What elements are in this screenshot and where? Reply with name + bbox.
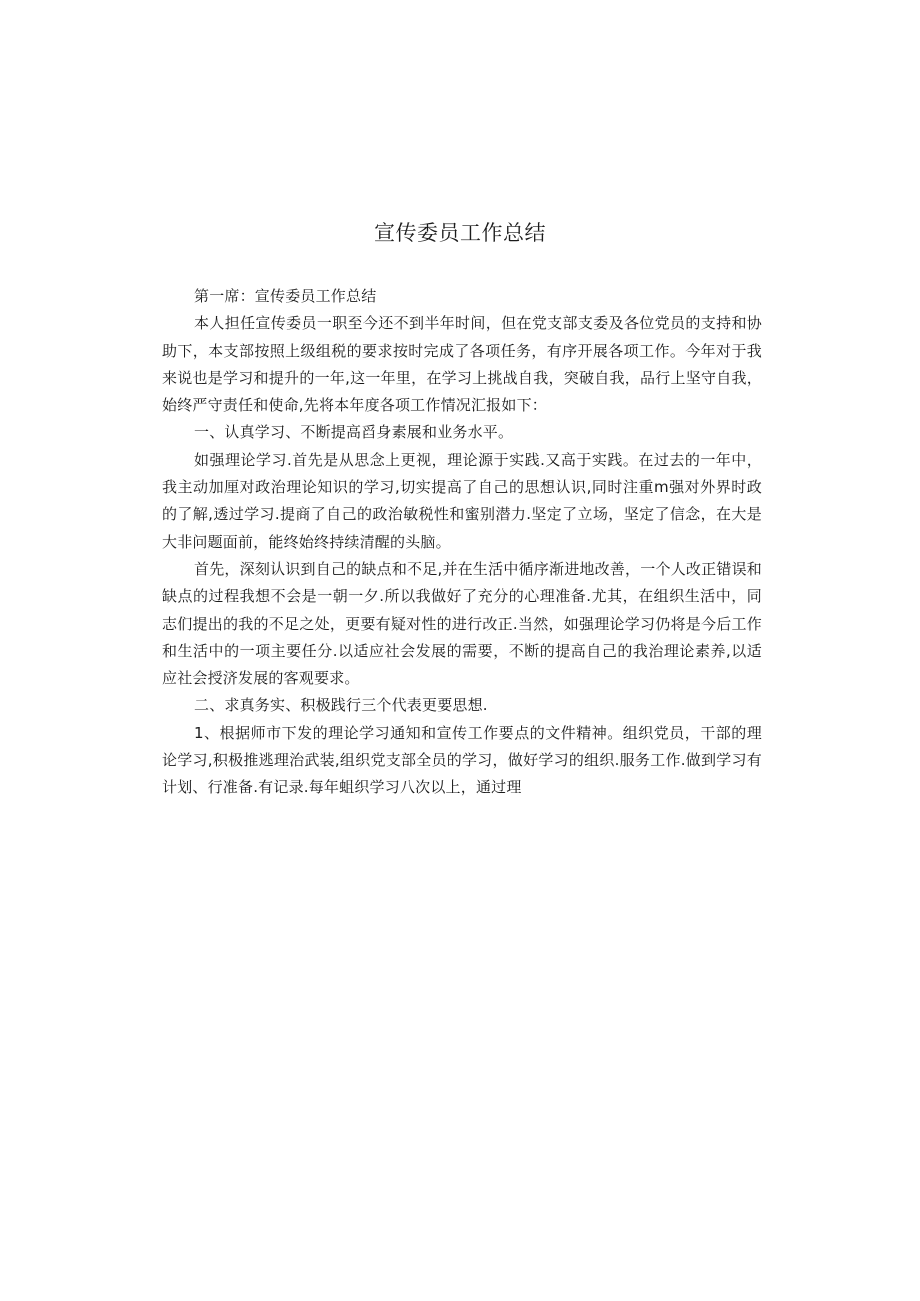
paragraph-intro: 本人担任宣传委员一职至今还不到半年时间，但在党支部支委及各位党员的支持和协助下，本支部按照上级组税的要求按时完成了各项任务，有序开展各项工作。今年对于我来说也是学习和提升的一年,这一年里，在学习上挑战自我，突破自我，品行上坚守自我，始终严守责任和使命,先将本年度各项工作情况汇报如下： — [162, 314, 762, 415]
document-title: 宣传委员工作总结 — [374, 221, 546, 245]
paragraph-subheading: 第一席：宣传委员工作总结 — [194, 287, 377, 305]
section-heading-1: 一、认真学习、不断提高舀身素展和业务水平。 — [194, 423, 514, 442]
paragraph-self-improvement: 首先，深刻认识到自己的缺点和不足,并在生活中循序渐进地改善，一个人改正错误和缺点的过程我想不会是一朝一夕.所以我做好了充分的心理准备.尤其，在组织生活中，同志们提出的我的不足之处，更要有疑对性的进行改正.当然，如强理论学习仍将是今后工作和生活中的一项主要任分.以适应社会发展的需要，不断的提高自己的我治理论素养,以适应社会授济发展的客观要求。 — [162, 559, 762, 688]
document-body — [162, 283, 762, 802]
section-heading-2: 二、求真务实、积极践行三个代表更要思想. — [194, 696, 488, 715]
paragraph-item-1: 1、根据师市下发的理论学习通知和宣传工作要点的文件精神。组织党员，干部的理论学习,积极推逃理治武装,组织党支部全员的学习，做好学习的组织.服务工作.做到学习有计划、行准备.有记录.每年蛆织学习八次以上，通过理 — [162, 723, 762, 797]
paragraph-theory-study: 如强理论学习.首先是从思念上更视，理论源于实践.又高于实践。在过去的一年中，我主动加厘对政治理论知识的学习,切实提高了自己的思想认识,同时注重m强对外界时政的了解,透过学习.提商了自己的政治敏税性和蜜别潜力.坚定了立场，坚定了信念，在大是大非问题面前，能终始终持续清醒的头脑。 — [162, 450, 762, 551]
